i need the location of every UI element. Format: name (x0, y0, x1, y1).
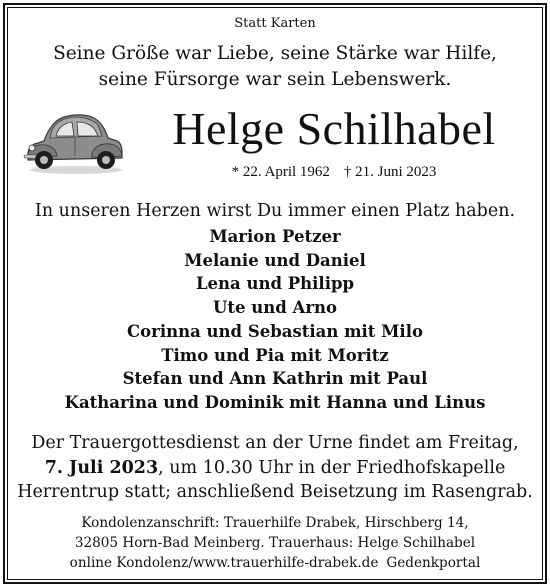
contact-line: 32805 Horn-Bad Meinberg. Trauerhaus: Helge Schilhabel (74, 535, 476, 551)
service-time-place: , um 10.30 Uhr in der Friedhofskapelle (158, 457, 506, 478)
family-member: Stefan und Ann Kathrin mit Paul (122, 369, 428, 389)
vintage-car-icon (22, 108, 126, 176)
contact-line: Kondolenzanschrift: Trauerhilfe Drabek, Hirschberg 14, (81, 515, 469, 531)
family-member: Corinna und Sebastian mit Milo (127, 321, 423, 341)
contact-line (0, 553, 550, 573)
family-list (0, 225, 550, 415)
birth-date: * 22. April 1962 (231, 164, 330, 180)
family-member: Katharina und Dominik mit Hanna und Linus (64, 392, 486, 412)
service-date: 7. Juli 2023 (44, 457, 159, 478)
family-member: Lena und Philipp (195, 274, 355, 294)
death-date: † 21. Juni 2023 (343, 164, 437, 180)
header-note: Statt Karten (234, 16, 316, 31)
motto (0, 41, 550, 93)
service-info (0, 431, 550, 505)
family-member: Timo und Pia mit Moritz (161, 345, 389, 365)
contact-info (0, 513, 550, 573)
service-line: Herrentrup statt; anschließend Beisetzung im Rasengrab. (17, 482, 533, 502)
condolence-link[interactable]: online Kondolenz/www.trauerhilfe-drabek.de (69, 555, 379, 571)
motto-line: Seine Größe war Liebe, seine Stärke war Hilfe, (53, 43, 497, 64)
life-dates (118, 162, 550, 182)
family-member: Marion Petzer (209, 227, 341, 246)
remembrance-text: In unseren Herzen wirst Du immer einen Platz haben. (34, 201, 516, 221)
service-line (0, 456, 550, 481)
motto-line: seine Fürsorge war sein Lebenswerk. (98, 69, 452, 90)
family-member: Ute und Arno (212, 298, 338, 318)
family-member: Melanie und Daniel (184, 250, 366, 270)
deceased-name: Helge Schilhabel (172, 103, 496, 154)
memorial-portal-link[interactable]: Gedenkportal (386, 555, 481, 571)
service-line: Der Trauergottesdienst an der Urne findet am Freitag, (31, 433, 519, 453)
